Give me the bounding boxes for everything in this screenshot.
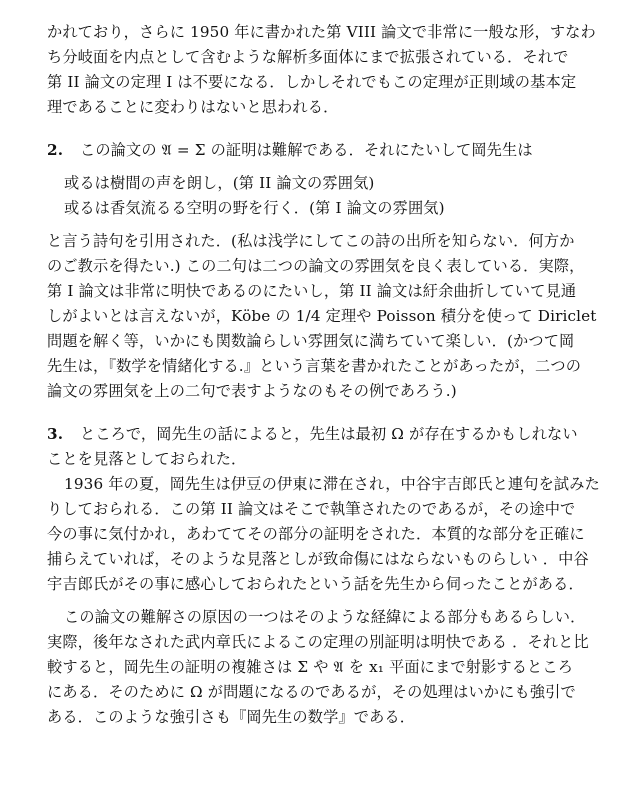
text-line: と言う詩句を引用された．(私は浅学にしてこの詩の出所を知らない．何方か: [47, 232, 575, 250]
text-line: 捕らえていれば，そのような見落としが致命傷にはならないものらしい ．中谷: [47, 550, 589, 568]
text-line: 論文の雰囲気を上の二句で表すようなのもその例であろう.): [47, 382, 457, 400]
text-line: 1936 年の夏，岡先生は伊豆の伊東に滞在され，中谷宇吉郎氏と連句を試みた: [64, 475, 600, 493]
section-number: 3.: [47, 425, 64, 443]
text-line: 先生は，『数学を情緒化する.』という言葉を書かれたことがあったが，二つの: [47, 357, 582, 375]
text-line: ち分岐面を内点として含むような解析多面体にまで拡張されている．それで: [47, 48, 569, 66]
quote-line: 或るは香気流るる空明の野を行く．(第 I 論文の雰囲気): [64, 199, 445, 217]
text-line: のご教示を得たい.) この二句は二つの論文の雰囲気を良く表している．実際，: [47, 257, 585, 275]
quote-line: 或るは樹間の声を朗し，(第 II 論文の雰囲気): [64, 174, 375, 192]
text-line: この論文の難解さの原因の一つはそのような経緯による部分もあるらしい．: [64, 608, 586, 626]
document-page: [47, 20, 600, 730]
text-line: にある．そのために Ω が問題になるのであるが，その処理はいかにも強引で: [47, 683, 576, 701]
section-2: [47, 138, 592, 163]
text-line: 第 I 論文は非常に明快であるのにたいし，第 II 論文は紆余曲折していて見通: [47, 282, 577, 300]
section-heading-line: [47, 422, 592, 447]
paragraph-1: [47, 20, 596, 120]
text-line: 第 II 論文の定理 I は不要になる．しかしそれでもこの定理が正則域の基本定: [47, 73, 577, 91]
text-line: かれており，さらに 1950 年に書かれた第 VIII 論文で非常に一般な形，すなわ: [47, 23, 596, 41]
text-line: 較すると，岡先生の証明の複雑さは Σ や 𝔄 を x₁ 平面にまで射影するところ: [47, 658, 574, 676]
text-line: しがよいとは言えないが，Köbe の 1/4 定理や Poisson 積分を使って Diriclet: [47, 307, 597, 325]
text-line: ことを見落としておられた．: [47, 450, 247, 468]
section-heading-line: [47, 138, 592, 163]
paragraph-6: [47, 605, 592, 730]
text-line: 宇吉郎氏がその事に感心しておられたという話を先生から伺ったことがある．: [47, 575, 584, 593]
paragraph-3: [47, 229, 597, 404]
text-line: ある．このような強引さも『岡先生の数学』である．: [47, 708, 416, 726]
paragraph-5: [47, 472, 600, 597]
text-line: 理であることに変わりはないと思われる．: [47, 98, 339, 116]
text-line: 今の事に気付かれ，あわててその部分の証明をされた．本質的な部分を正確に: [47, 525, 585, 543]
text-line: この論文の 𝔄 = Σ の証明は難解である．それにたいして岡先生は: [80, 141, 533, 159]
section-3: [47, 422, 592, 472]
poem-quote: [47, 171, 592, 221]
section-number: 2.: [47, 141, 64, 159]
text-line: 問題を解く等，いかにも関数論らしい雰囲気に満ちていて楽しい．(かつて岡: [47, 332, 575, 350]
text-line: 実際，後年なされた武内章氏によるこの定理の別証明は明快である ．それと比: [47, 633, 589, 651]
text-line: りしておられる．この第 II 論文はそこで執筆されたのであるが，その途中で: [47, 500, 576, 518]
text-line: ところで，岡先生の話によると，先生は最初 Ω が存在するかもしれない: [80, 425, 578, 443]
